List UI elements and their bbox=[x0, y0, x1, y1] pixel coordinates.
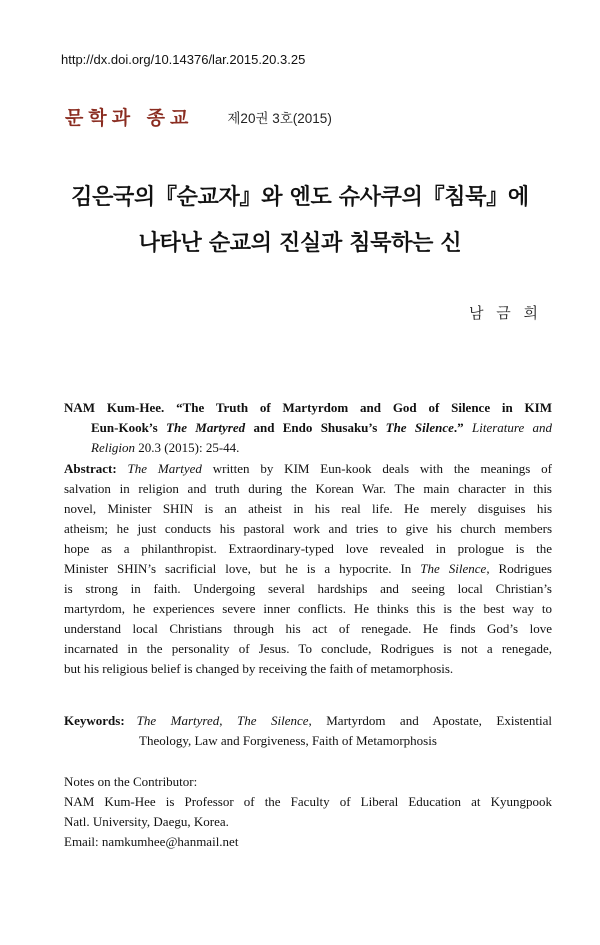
abstract-line: atheism; he just conducts his pastoral work and tries to give his church members bbox=[64, 521, 552, 536]
abstract-text: , Rodrigues bbox=[486, 561, 552, 576]
citation-volume-pages: 20.3 (2015): 25-44. bbox=[138, 440, 240, 455]
citation-book1: The Martyred bbox=[166, 420, 246, 435]
citation-book2: The Silence bbox=[385, 420, 454, 435]
notes-line-1: NAM Kum-Hee is Professor of the Faculty of Liberal Education at Kyungpook bbox=[64, 794, 552, 809]
citation-title-end: .” bbox=[453, 420, 464, 435]
keywords-text bbox=[137, 711, 552, 731]
abstract-book-title: The Silence bbox=[420, 561, 487, 576]
abstract-text: written by KIM Eun-kook deals with the meanings of bbox=[201, 461, 552, 476]
author-name-korean: 남 금 희 bbox=[468, 304, 542, 322]
keywords-label: Keywords: bbox=[64, 713, 125, 728]
keywords-line-1 bbox=[64, 711, 552, 731]
email-address[interactable]: namkumhee@hanmail.net bbox=[101, 834, 239, 849]
abstract-line: martyrdom, he experiences severe inner conflicts. He thinks this is the best way to bbox=[64, 601, 552, 616]
abstract-book-title: The Martyed bbox=[127, 461, 202, 476]
article-title-line-2: 나타난 순교의 진실과 침묵하는 신 bbox=[138, 231, 462, 256]
citation-line-3 bbox=[64, 438, 552, 458]
contributor-notes bbox=[64, 772, 552, 852]
abstract-text: Minister SHIN’s sacrificial love, but he is a hypocrite. In bbox=[64, 561, 421, 576]
abstract-line: hope as a philanthropist. Extraordinary-typed love revealed in prologue is the bbox=[64, 541, 552, 556]
citation bbox=[64, 398, 552, 458]
abstract bbox=[64, 459, 552, 679]
citation-journal: Literature and bbox=[471, 420, 553, 435]
keywords-line-2: Theology, Law and Forgiveness, Faith of Metamorphosis bbox=[139, 733, 437, 748]
citation-journal-2: Religion bbox=[91, 440, 136, 455]
doi-link[interactable]: http://dx.doi.org/10.14376/lar.2015.20.3.25 bbox=[61, 52, 306, 67]
keywords bbox=[64, 711, 552, 751]
citation-title-part1: “The Truth of Martyrdom and God of Silence in KIM bbox=[176, 400, 553, 415]
abstract-line: incarnated in the personality of Jesus. To conclude, Rodrigues is not a renegade, bbox=[64, 641, 552, 656]
citation-title-part2: Eun-Kook’s bbox=[91, 420, 158, 435]
abstract-label: Abstract: bbox=[64, 461, 117, 476]
article-title-line-1: 김은국의『순교자』와 엔도 슈사쿠의『침묵』에 bbox=[71, 185, 529, 210]
keyword-book2: The Silence bbox=[237, 713, 309, 728]
citation-line-2 bbox=[64, 418, 552, 438]
notes-heading: Notes on the Contributor: bbox=[64, 774, 198, 789]
abstract-line: but his religious belief is changed by receiving the faith of metamorphosis. bbox=[64, 661, 454, 676]
notes-line-2: Natl. University, Daegu, Korea. bbox=[64, 814, 229, 829]
keyword-book1: The Martyred bbox=[136, 713, 220, 728]
issue-info: 제20권 3호(2015) bbox=[227, 110, 332, 126]
notes-email-line bbox=[64, 832, 552, 852]
abstract-line: salvation in religion and truth during the Korean War. The main character in this bbox=[64, 481, 552, 496]
citation-line-1 bbox=[64, 398, 552, 418]
abstract-line: is strong in faith. Undergoing several hardships and seeing local Christian’s bbox=[64, 581, 552, 596]
journal-header bbox=[65, 103, 332, 130]
journal-logo: 문학과 종교 bbox=[65, 107, 194, 129]
keyword-rest: , Martyrdom and Apostate, Existential bbox=[308, 713, 552, 728]
citation-author: NAM Kum-Hee. bbox=[64, 400, 165, 415]
abstract-line: understand local Christians through his act of renegade. He finds God’s love bbox=[64, 621, 552, 636]
keyword-sep: , bbox=[219, 713, 237, 728]
abstract-line bbox=[64, 559, 552, 579]
abstract-line: novel, Minister SHIN is an atheist in his real life. He merely disguises his bbox=[64, 501, 552, 516]
citation-and: and Endo Shusaku’s bbox=[253, 420, 378, 435]
abstract-line bbox=[64, 459, 552, 479]
email-label: Email: bbox=[64, 834, 102, 849]
